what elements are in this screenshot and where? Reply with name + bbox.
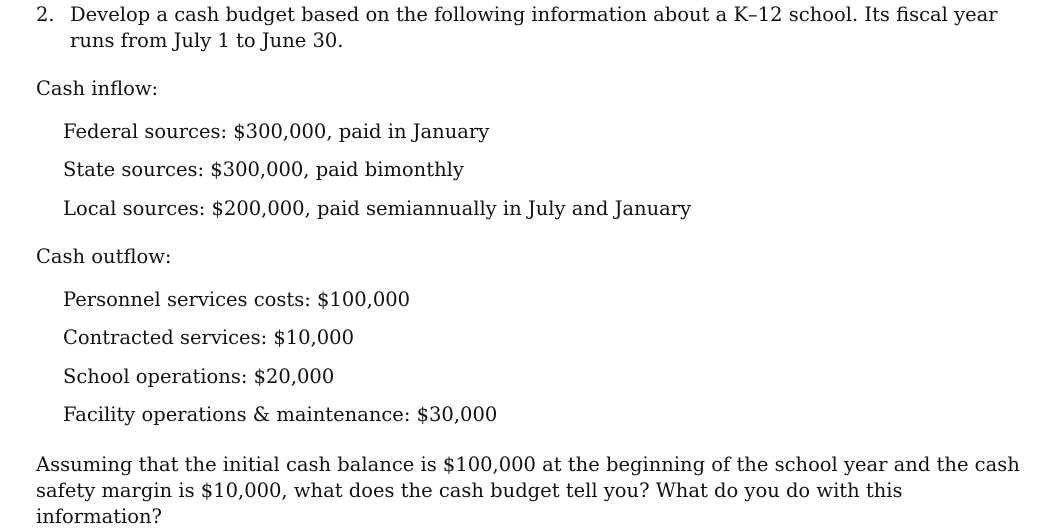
closing-question: Assuming that the initial cash balance is $100,000 at the beginning of the school year and the cash safety margin is $10,000, what does the cash budget tell you? What do you do with this information? (36, 453, 1020, 528)
outflow-item-contracted: Contracted services: $10,000 (63, 326, 354, 349)
problem-number: 2. (36, 3, 55, 26)
problem-statement (36, 2, 1006, 54)
outflow-item-personnel: Personnel services costs: $100,000 (63, 288, 411, 311)
outflow-item-school-operations: School operations: $20,000 (63, 365, 335, 388)
cash-inflow-heading: Cash inflow: (36, 77, 159, 100)
inflow-item-state: State sources: $300,000, paid bimonthly (63, 158, 464, 181)
cash-outflow-heading: Cash outflow: (36, 245, 172, 268)
outflow-item-facility: Facility operations & maintenance: $30,000 (63, 403, 498, 426)
problem-text: Develop a cash budget based on the following information about a K–12 school. Its fiscal year runs from July 1 to June 30. (70, 3, 998, 52)
inflow-item-federal: Federal sources: $300,000, paid in January (63, 120, 490, 143)
inflow-item-local: Local sources: $200,000, paid semiannually in July and January (63, 197, 692, 220)
